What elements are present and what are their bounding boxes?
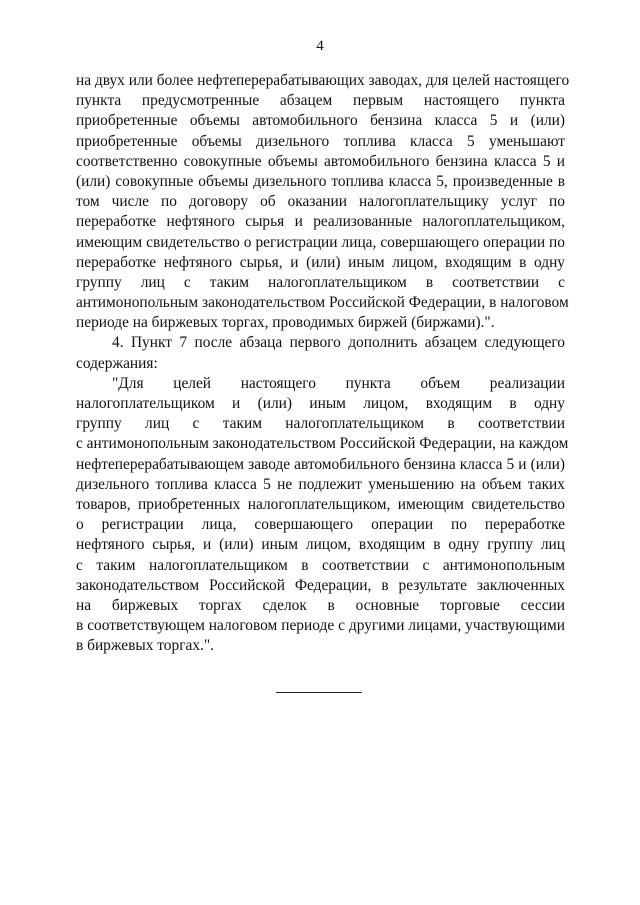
text-line: переработке нефтяного сырья и реализованные налогоплательщиком, [76,213,565,231]
text-line: группу лиц с таким налогоплательщиком в соответствии [76,415,565,433]
text-line: на двух или более нефтеперерабатывающих заводах, для целей настоящего [76,72,570,89]
paragraph-continuation [76,71,570,333]
text-line: в биржевых торгах.". [76,637,215,655]
page-number: 4 [316,38,324,54]
text-line: 4. Пункт 7 после абзаца первого дополнить абзацем следующего [112,334,565,352]
text-line: соответственно совокупные объемы автомобильного бензина класса 5 и [76,152,565,170]
text-line: с таким налогоплательщиком в соответствии с антимонопольным [76,556,565,574]
text-line: имеющим свидетельство о регистрации лица, совершающего операции по [76,233,565,251]
text-line: нефтяного сырья, и (или) иным лицом, входящим в одну группу лиц [76,536,565,554]
text-line: приобретенные объемы дизельного топлива класса 5 уменьшают [76,132,565,150]
document-body [76,71,570,656]
text-line: группу лиц с таким налогоплательщиком в соответствии с [76,273,565,291]
text-line: содержания: [76,354,158,372]
text-line: налогоплательщиком и (или) иным лицом, входящим в одну [76,395,565,412]
text-line: дизельного топлива класса 5 не подлежит уменьшению на объем таких [76,475,565,493]
paragraph-quoted-addition [76,374,569,657]
text-line: (или) совокупные объемы дизельного топлива класса 5, произведенные в [76,172,565,190]
paragraph-item-4 [76,333,565,373]
text-line: нефтеперерабатывающем заводе автомобильного бензина класса 5 и (или) [76,455,565,473]
text-line: переработке нефтяного сырья, и (или) иным лицом, входящим в одну [76,253,565,271]
text-line: "Для целей настоящего пункта объем реализации [112,374,565,392]
text-line: антимонопольным законодательством Российской Федерации, в налоговом [76,294,569,312]
end-rule-divider [276,692,362,693]
text-line: законодательством Российской Федерации, в результате заключенных [76,576,565,594]
text-line: в соответствующем налоговом периоде с другими лицами, участвующими [76,617,565,635]
text-line: товаров, приобретенных налогоплательщиком, имеющим свидетельство [76,495,565,513]
text-line: на биржевых торгах сделок в основные торговые сессии [76,596,565,614]
text-line: с антимонопольным законодательством Российской Федерации, на каждом [76,435,569,453]
text-line: приобретенные объемы автомобильного бензина класса 5 и (или) [76,112,565,130]
text-line: о регистрации лица, совершающего операции по переработке [76,516,565,534]
text-line: периоде на биржевых торгах, проводимых биржей (биржами).". [76,314,495,332]
text-line: том числе по договору об оказании налогоплательщику услуг по [76,193,565,211]
text-line: пункта предусмотренные абзацем первым настоящего пункта [76,92,565,110]
